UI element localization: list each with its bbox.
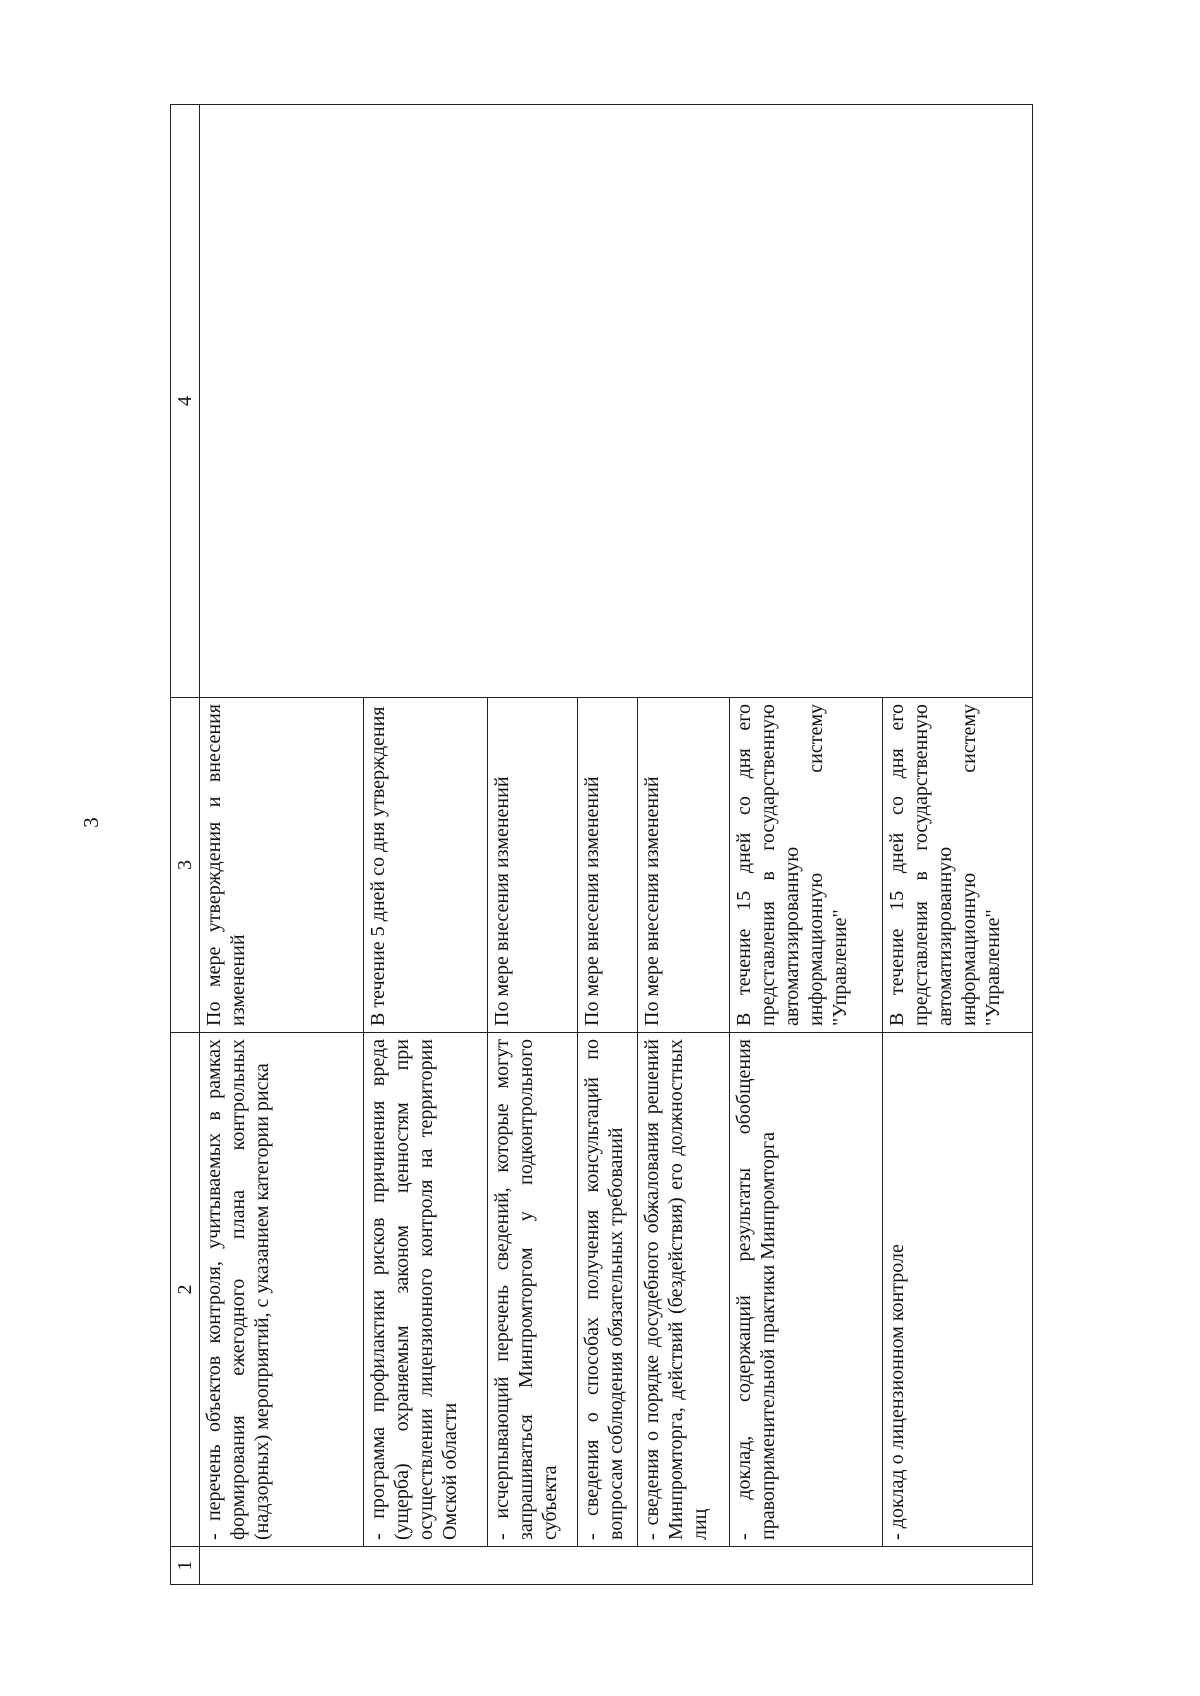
note-cell — [488, 105, 578, 698]
header-col-2: 2 — [171, 1033, 200, 1547]
note-cell — [638, 105, 730, 698]
item-cell: - исчерпывающий перечень сведений, которые могут запрашиваться Минпромторгом у подконтрольного субъекта — [488, 1033, 578, 1547]
term-cell: В течение 5 дней со дня утверждения — [364, 698, 488, 1033]
row-number-cell — [730, 1547, 883, 1585]
note-cell — [364, 105, 488, 698]
row-number-cell — [578, 1547, 638, 1585]
table-row — [488, 105, 578, 1585]
table-header-row — [171, 105, 200, 1585]
row-number-cell — [200, 1547, 364, 1585]
note-cell — [200, 105, 364, 698]
row-number-cell — [488, 1547, 578, 1585]
note-cell — [730, 105, 883, 698]
rotated-table-container — [170, 105, 1080, 1585]
info-table — [170, 104, 1033, 1585]
page-number: 3 — [78, 817, 103, 828]
term-cell: В течение 15 дней со дня его представления в государственную автоматизированную информационную систему "Управление" — [730, 698, 883, 1033]
item-cell: - доклад о лицензионном контроле — [883, 1033, 1033, 1547]
header-col-1: 1 — [171, 1547, 200, 1585]
item-cell: - программа профилактики рисков причинения вреда (ущерба) охраняемым законом ценностям при осуществлении лицензионного контроля на территории Омской области — [364, 1033, 488, 1547]
item-cell: - сведения о порядке досудебного обжалования решений Минпромторга, действий (бездействия) его должностных лиц — [638, 1033, 730, 1547]
term-cell: По мере внесения изменений — [488, 698, 578, 1033]
term-cell: По мере внесения изменений — [638, 698, 730, 1033]
term-cell: В течение 15 дней со дня его представления в государственную автоматизированную информационную систему "Управление" — [883, 698, 1033, 1033]
table-row — [364, 105, 488, 1585]
table-row — [730, 105, 883, 1585]
row-number-cell — [364, 1547, 488, 1585]
header-col-3: 3 — [171, 698, 200, 1033]
item-cell: - доклад, содержащий результаты обобщения правоприменительной практики Минпромторга — [730, 1033, 883, 1547]
row-number-cell — [883, 1547, 1033, 1585]
table-row — [200, 105, 364, 1585]
item-cell: - перечень объектов контроля, учитываемых в рамках формирования ежегодного плана контрольных (надзорных) мероприятий, с указанием категории риска — [200, 1033, 364, 1547]
note-cell — [578, 105, 638, 698]
note-cell — [883, 105, 1033, 698]
header-col-4: 4 — [171, 105, 200, 698]
table-row — [578, 105, 638, 1585]
row-number-cell — [638, 1547, 730, 1585]
item-cell: - сведения о способах получения консультаций по вопросам соблюдения обязательных требований — [578, 1033, 638, 1547]
table-row — [883, 105, 1033, 1585]
term-cell: По мере утверждения и внесения изменений — [200, 698, 364, 1033]
table-row — [638, 105, 730, 1585]
term-cell: По мере внесения изменений — [578, 698, 638, 1033]
